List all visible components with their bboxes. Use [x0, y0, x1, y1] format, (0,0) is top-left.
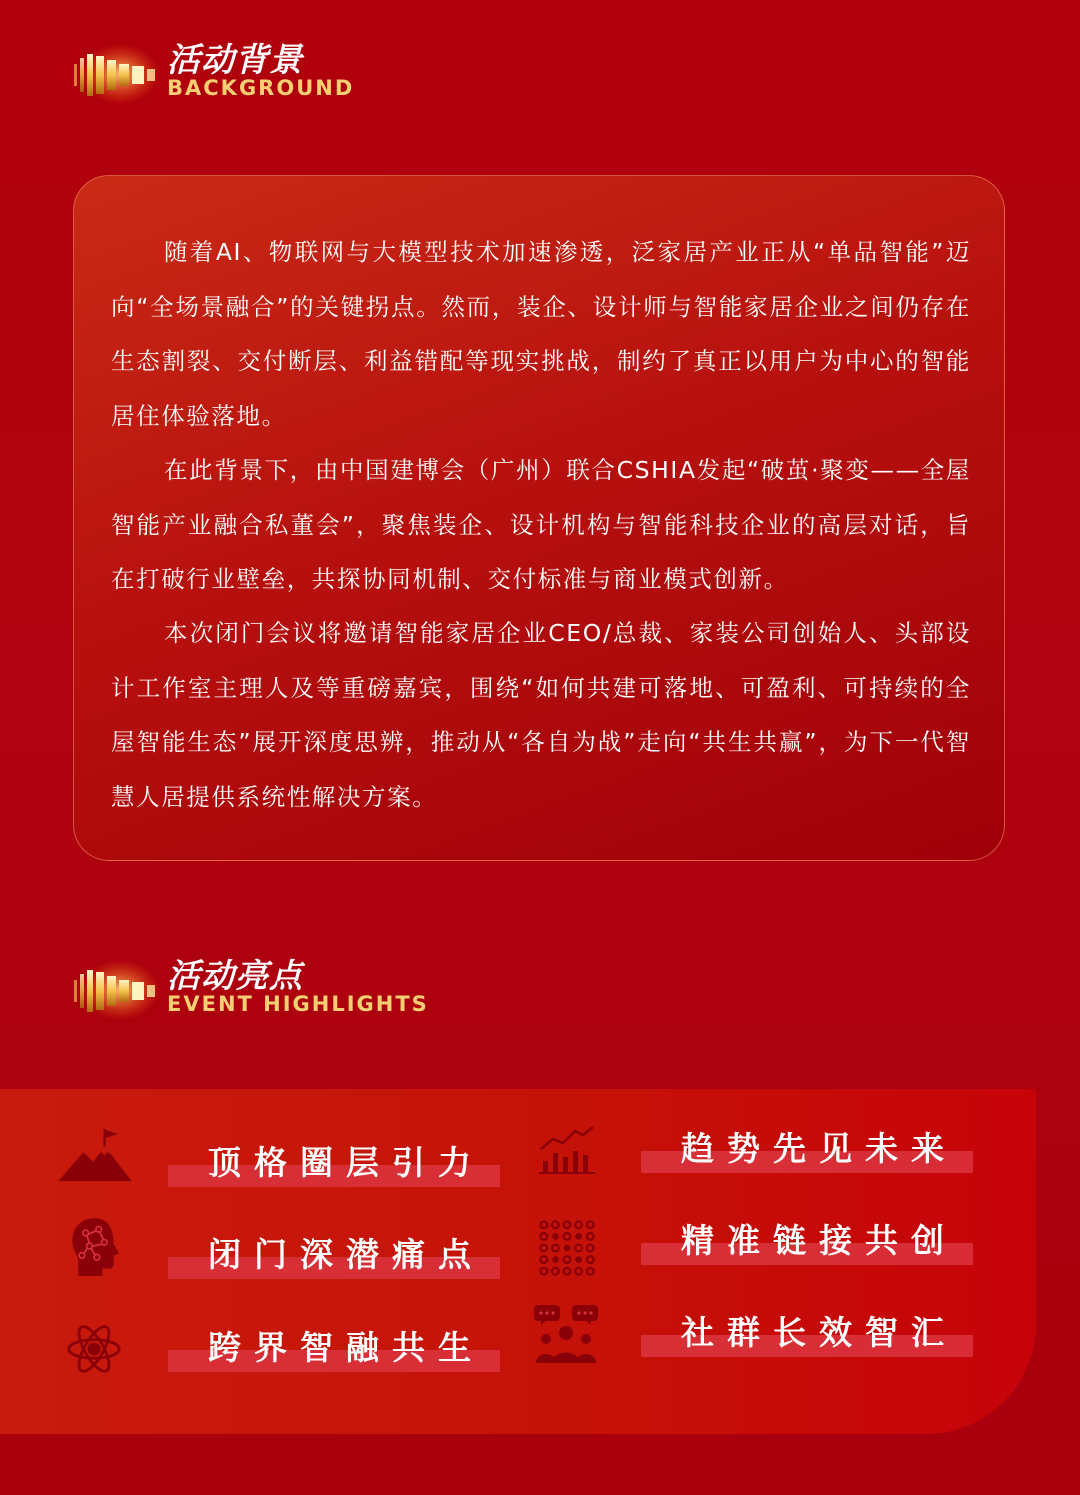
background-paragraph-1: 随着AI、物联网与大模型技术加速渗透，泛家居产业正从“单品智能”迈向“全场景融合”的关键拐点。然而，装企、设计师与智能家居企业之间仍存在生态割裂、交付断层、利益错配等现实挑战，制约了真正以用户为中心的智能居住体验落地。	[111, 238, 971, 430]
background-paragraph-3: 本次闭门会议将邀请智能家居企业CEO/总裁、家装公司创始人、头部设计工作室主理人及等重磅嘉宾，围绕“如何共建可落地、可盈利、可持续的全屋智能生态”展开深度思辨，推动从“各自为战”走向“共生共赢”，为下一代智慧人居提供系统性解决方案。	[111, 619, 971, 811]
community-chat-icon	[534, 1303, 598, 1363]
background-card	[73, 175, 1005, 861]
highlight-label: 趋势先见未来	[681, 1129, 957, 1168]
dot-network-icon	[538, 1219, 596, 1277]
ai-head-icon	[67, 1215, 123, 1279]
background-paragraph-2: 在此背景下，由中国建博会（广州）联合CSHIA发起“破茧·聚变——全屋智能产业融合私董会”，聚焦装企、设计机构与智能科技企业的高层对话，旨在打破行业壁垒，共探协同机制、交付标准与商业模式创新。	[111, 456, 971, 593]
highlight-label: 精准链接共创	[681, 1221, 957, 1260]
section-title-en: EVENT HIGHLIGHTS	[167, 992, 429, 1016]
atom-icon	[66, 1321, 122, 1377]
section-title-cn: 活动背景	[167, 40, 303, 79]
background-section-header	[70, 32, 470, 112]
trend-chart-icon	[537, 1125, 597, 1175]
highlight-label: 闭门深潜痛点	[208, 1235, 484, 1274]
section-title-cn: 活动亮点	[167, 956, 303, 995]
highlight-label: 顶格圈层引力	[208, 1143, 484, 1182]
gold-bars-logo-icon	[70, 958, 160, 1022]
highlight-label: 跨界智融共生	[208, 1328, 484, 1367]
highlight-label: 社群长效智汇	[681, 1313, 957, 1352]
highlights-panel	[0, 1089, 1036, 1434]
highlights-section-header	[70, 948, 470, 1028]
mountain-flag-icon	[56, 1127, 134, 1185]
gold-bars-logo-icon	[70, 42, 160, 106]
section-title-en: BACKGROUND	[167, 76, 355, 100]
